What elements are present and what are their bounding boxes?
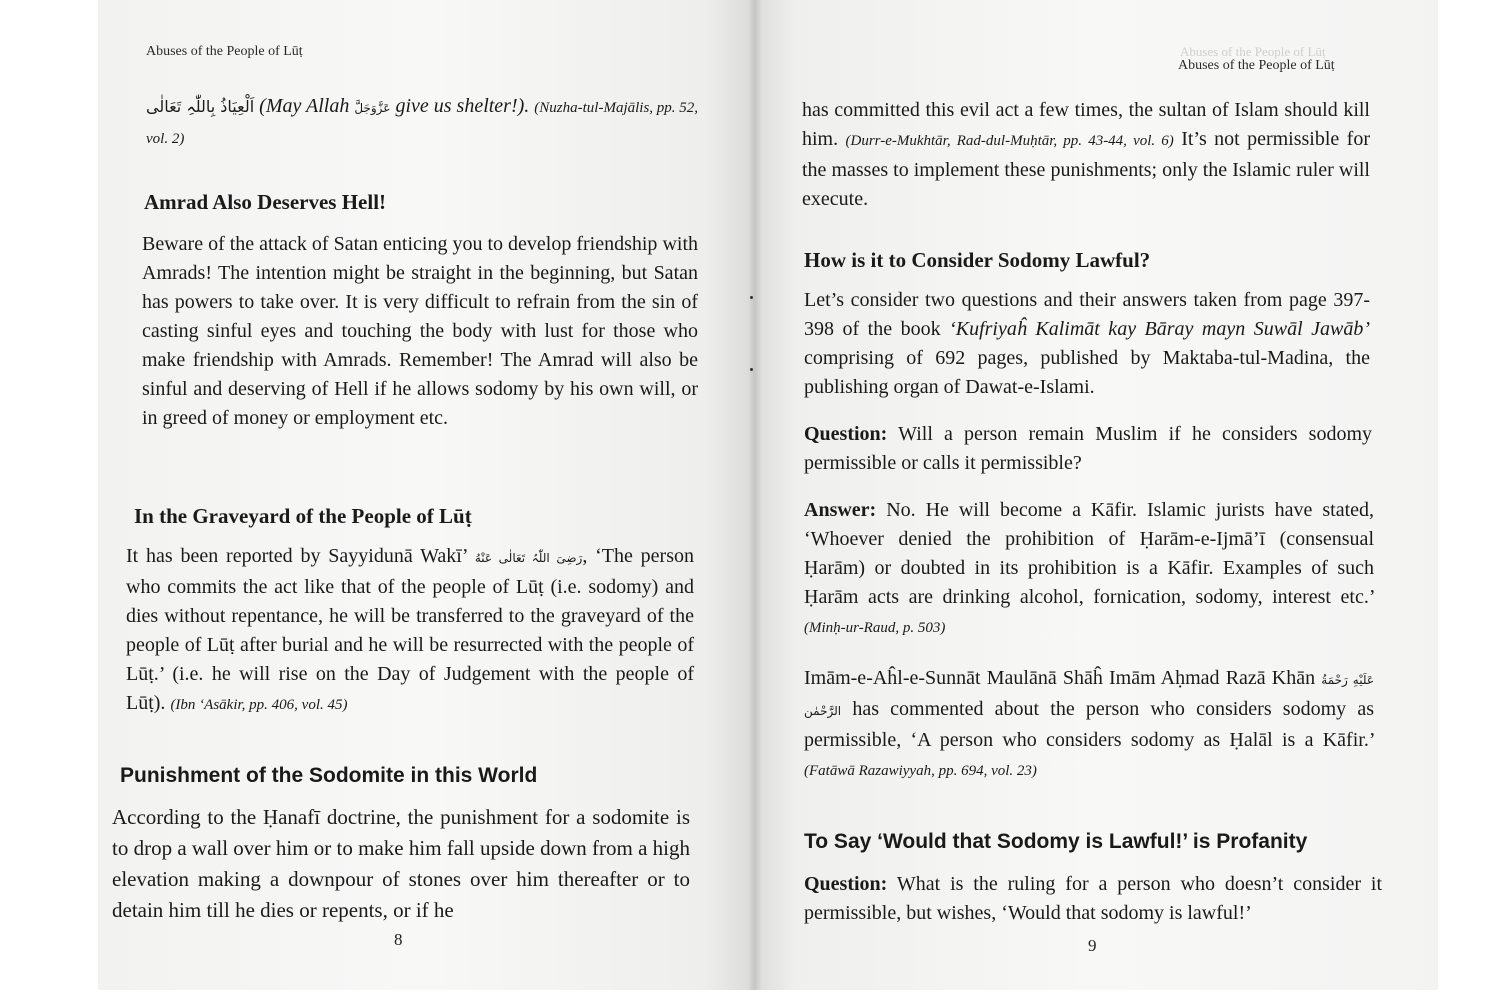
gutter-mark xyxy=(750,368,753,371)
arabic-honorific: عَزَّوَجَلَّ xyxy=(354,101,391,115)
heading-profanity: To Say ‘Would that Sodomy is Lawful!’ is Profanity xyxy=(804,830,1308,853)
reference: (Ibn ‘Asākir, pp. 406, vol. 45) xyxy=(170,697,348,713)
reference: (Durr-e-Mukhtār, Rad-dul-Muḥtār, pp. 43-44, vol. 6) xyxy=(845,133,1174,149)
graveyard-paragraph: It has been reported by Sayyidunā Wakī’ رَضِیَ اللّٰہُ تَعَالٰی عَنْهُ, ‘The person who commits the act like that of the people of Lūṭ (i.e. sodomy) and dies without repentance, he will be transferred to the graveyard of the people of Lūṭ after burial and he will be resurrected with the people of Lūṭ.’ (i.e. he will rise on the Day of Judgement with the people of Lūṭ). (Ibn ‘Asākir, pp. 406, vol. 45) xyxy=(126,545,695,714)
heading-amrad-deserves-hell: Amrad Also Deserves Hell! xyxy=(144,190,387,214)
heading-punishment: Punishment of the Sodomite in this World xyxy=(120,764,538,787)
question-1: Question: Will a person remain Muslim if he considers sodomy permissible or calls it permissible? xyxy=(804,423,1372,474)
reference: (Minḥ-ur-Raud, p. 503) xyxy=(804,620,946,636)
reference: (Fatāwā Razawiyyah, pp. 694, vol. 23) xyxy=(804,763,1037,779)
arabic-phrase: اَلْعِيَاذُ بِاللّٰہِ تَعَالٰی xyxy=(146,97,255,116)
book-reference-paragraph: Let’s consider two questions and their answers taken from page 397-398 of the book ‘Kufriyaĥ Kalimāt kay Bāray mayn Suwāl Jawāb’ comprising of 692 pages, published by Maktaba-tul-Madina, the publishing organ of Dawat-e-Islami. xyxy=(804,289,1371,398)
open-book xyxy=(98,0,1438,1000)
left-running-head: Abuses of the People of Lūṭ xyxy=(146,44,303,59)
background-strip xyxy=(0,990,1500,1000)
amrad-paragraph: Beware of the attack of Satan enticing you to develop friendship with Amrads! The intention might be straight in the beginning, but Satan has powers to take over. It is very difficult to refrain from the sin of casting sinful eyes and touching the body with lust for those who make friendship with Amrads. Remember! The Amrad will also be sinful and deserving of Hell if he allows sodomy by his own will, or in greed of money or employment etc. xyxy=(142,233,698,429)
answer-1: Answer: No. He will become a Kāfir. Islamic jurists have stated, ‘Whoever denied the prohibition of Ḥarām-e-Ijmā’ī (consensual Ḥarām) or doubted in its prohibition is a Kāfir. Examples of such Ḥarām acts are drinking alcohol, fornication, sodomy, interest etc.’ (Minḥ-ur-Raud, p. 503) xyxy=(804,499,1375,636)
heading-graveyard: In the Graveyard of the People of Lūṭ xyxy=(134,504,472,528)
punishment-paragraph: According to the Ḥanafī doctrine, the punishment for a sodomite is to drop a wall over him or to make him fall upside down from a high elevation making a downpour of stones over him thereafter or to detain him till he dies or repents, or if he xyxy=(112,805,690,922)
left-page xyxy=(98,0,758,1000)
right-page-number: 9 xyxy=(1088,936,1097,955)
gutter-mark xyxy=(750,296,753,299)
intro-paragraph: اَلْعِيَاذُ بِاللّٰہِ تَعَالٰی (May Allah عَزَّوَجَلَّ give us shelter!). (Nuzha-tul-Majālis, pp. 52, vol. 2) xyxy=(146,95,699,147)
bleed-through-head: Abuses of the People of Lūṭ xyxy=(1180,44,1326,59)
question-2: Question: What is the ruling for a person who doesn’t consider it permissible, but wishes, ‘Would that sodomy is lawful!’ xyxy=(804,873,1382,924)
arabic-honorific: رَضِیَ اللّٰہُ تَعَالٰی عَنْهُ xyxy=(474,551,583,565)
arabic-honorific: عَلَيْهِ رَحْمَةُ الرَّحْمٰن xyxy=(804,673,1374,718)
reference: (Nuzha-tul-Majālis, pp. 52, vol. 2) xyxy=(146,100,699,147)
right-page xyxy=(754,0,1438,1000)
right-running-head: Abuses of the People of Lūṭ xyxy=(1178,58,1335,73)
heading-consider-lawful: How is it to Consider Sodomy Lawful? xyxy=(804,248,1151,272)
left-page-number: 8 xyxy=(394,930,403,949)
imam-paragraph: Imām-e-Aĥl-e-Sunnāt Maulānā Shāĥ Imām Aḥmad Razā Khān عَلَيْهِ رَحْمَةُ الرَّحْمٰن has commented about the person who considers sodomy as permissible, ‘A person who considers sodomy as Ḥalāl is a Kāfir.’ (Fatāwā Razawiyyah, pp. 694, vol. 23) xyxy=(804,667,1374,779)
continuation-paragraph: has committed this evil act a few times, the sultan of Islam should kill him. (Durr-e-Mukhtār, Rad-dul-Muḥtār, pp. 43-44, vol. 6) It’s not permissible for the masses to implement these punishments; only the Islamic ruler will execute. xyxy=(802,99,1370,210)
book-title: ‘Kufriyaĥ Kalimāt kay Bāray mayn Suwāl Jawāb’ xyxy=(949,318,1371,340)
book-gutter xyxy=(748,0,762,1000)
